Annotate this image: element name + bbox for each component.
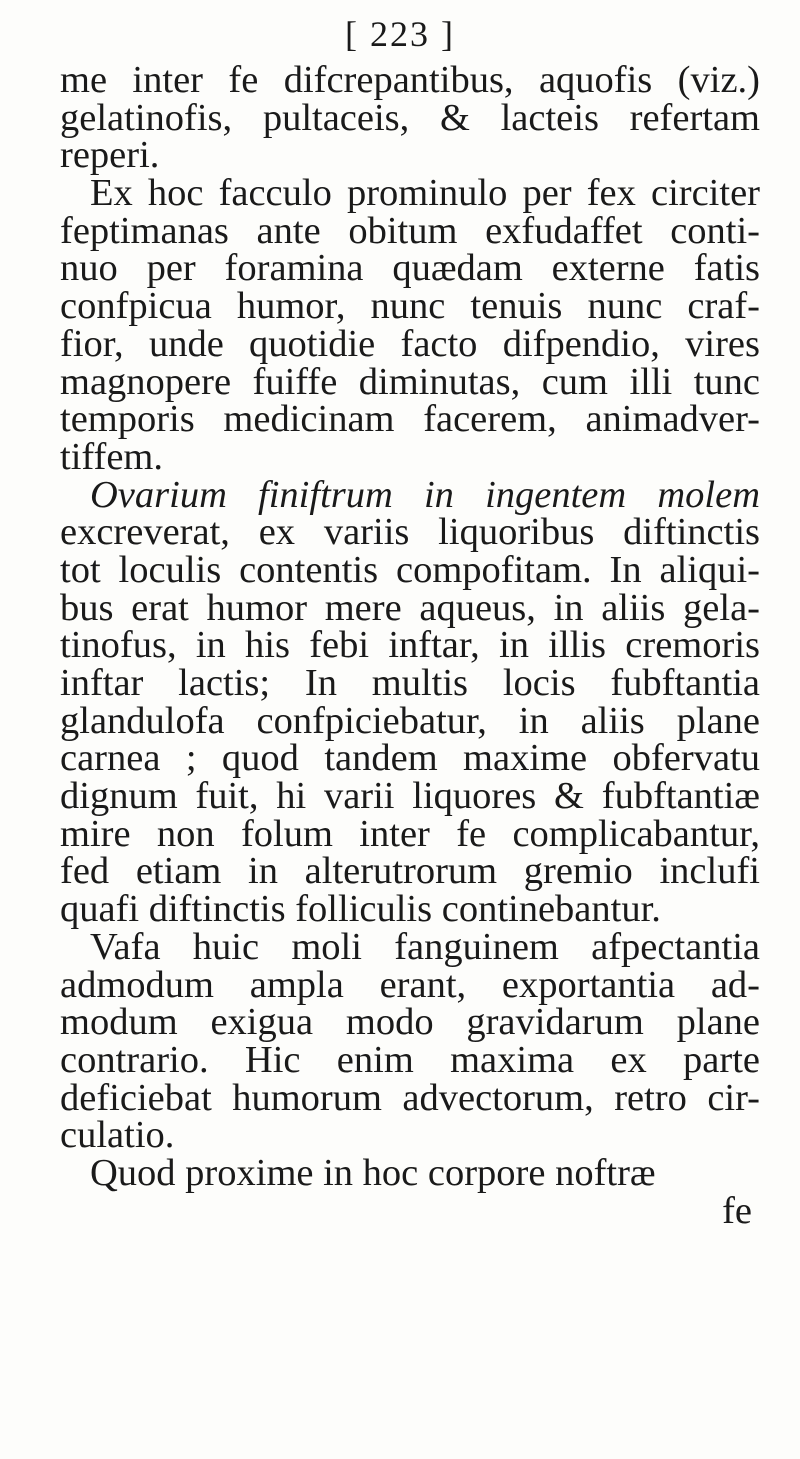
text-line: contrario. Hic enim maxima ex parte — [60, 1038, 760, 1081]
text-line: carnea ; quod tandem maxime obfervatu — [60, 737, 760, 780]
text-line: me inter fe difcrepantibus, aquofis (viz.) — [60, 59, 760, 101]
text-line: feptimanas ante obitum exfudaffet conti- — [60, 209, 760, 252]
text-line: reperi. — [60, 134, 160, 177]
text-line: admodum ampla erant, exportantia ad- — [60, 963, 760, 1006]
text-line: gelatinofis, pultaceis, & lacteis refertam — [60, 96, 760, 139]
text-line: inftar lactis; In multis locis fubftantia — [60, 662, 760, 704]
text-line: Vafa huic moli fanguinem afpectantia — [90, 925, 760, 968]
text-line: fed etiam in alterutrorum gremio inclufi — [60, 850, 760, 893]
text-line: tot loculis contentis compofitam. In aliqui- — [60, 548, 760, 591]
page-number: [ 223 ] — [345, 14, 455, 54]
text-line: dignum fuit, hi varii liquores & fubftantiæ — [60, 775, 760, 818]
text-line: tinofus, in his febi inftar, in illis cremoris — [60, 624, 760, 667]
text-line: tiffem. — [60, 435, 163, 478]
text-line: magnopere fuiffe diminutas, cum illi tunc — [60, 360, 760, 403]
text-line: glandulofa confpiciebatur, in aliis plane — [60, 699, 760, 742]
text-line: culatio. — [60, 1114, 175, 1157]
text-line-ovarium — [60, 473, 760, 516]
text-line: excreverat, ex variis liquoribus diftinctis — [60, 511, 760, 554]
text-line: Quod proxime in hoc corpore noftræ — [90, 1151, 656, 1194]
text-line: mire non folum inter fe complicabantur, — [60, 812, 760, 855]
italic-heading: Ovarium finiftrum in ingentem molem — [90, 473, 760, 516]
text-line: Ex hoc facculo prominulo per fex circiter — [90, 172, 760, 215]
text-line: bus erat humor mere aqueus, in aliis gela- — [60, 586, 760, 629]
catchword: fe — [722, 1189, 752, 1232]
text-line: quafi diftinctis folliculis continebantur. — [60, 888, 661, 931]
text-line: deficiebat humorum advectorum, retro cir- — [60, 1076, 760, 1119]
text-line: confpicua humor, nunc tenuis nunc craf- — [60, 285, 760, 328]
text-line: nuo per foramina quædam externe fatis — [60, 247, 760, 290]
text-line: fior, unde quotidie facto difpendio, vires — [60, 322, 760, 365]
text-line: temporis medicinam facerem, animadver- — [60, 398, 760, 441]
text-line: modum exigua modo gravidarum plane — [60, 1001, 760, 1044]
body-text — [60, 59, 760, 1232]
